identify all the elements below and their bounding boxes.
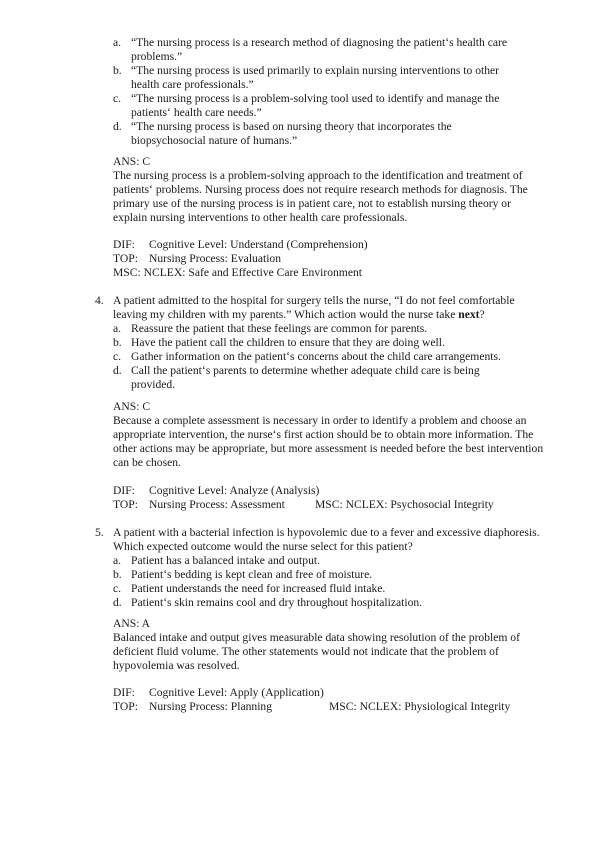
dif-label: DIF: bbox=[113, 484, 135, 497]
question-number: 5. bbox=[95, 526, 104, 539]
answer-key: ANS: A bbox=[113, 617, 151, 630]
option-letter: c. bbox=[113, 582, 122, 595]
option-letter: b. bbox=[113, 568, 122, 581]
dif-value: Cognitive Level: Understand (Comprehension) bbox=[149, 238, 368, 251]
top-label: TOP: bbox=[113, 252, 138, 265]
question-number: 4. bbox=[95, 294, 104, 307]
option-letter: c. bbox=[113, 92, 122, 105]
option-letter: a. bbox=[113, 36, 122, 49]
question-stem-line: A patient admitted to the hospital for surgery tells the nurse, “I do not feel comfortable bbox=[113, 294, 515, 307]
option-text-line: patients‘ health care needs.” bbox=[131, 106, 262, 119]
option-text-line: health care professionals.” bbox=[131, 78, 254, 91]
option-letter: c. bbox=[113, 350, 122, 363]
rationale-line: other actions may be appropriate, but more assessment is needed before the best intervention bbox=[113, 442, 544, 455]
top-value: Nursing Process: Assessment bbox=[149, 498, 285, 511]
option-text-line: Have the patient call the children to ensure that they are doing well. bbox=[131, 336, 445, 349]
option-text-line: Patient‘s bedding is kept clean and free of moisture. bbox=[131, 568, 373, 581]
option-text-line: “The nursing process is based on nursing theory that incorporates the bbox=[131, 120, 452, 133]
msc-value: MSC: NCLEX: Psychosocial Integrity bbox=[315, 498, 494, 511]
rationale-line: Balanced intake and output gives measurable data showing resolution of the problem of bbox=[113, 631, 520, 644]
option-text-line: biopsychosocial nature of humans.” bbox=[131, 134, 298, 147]
question-stem-line bbox=[113, 308, 485, 322]
option-letter: d. bbox=[113, 120, 122, 133]
stem-text: ? bbox=[479, 308, 485, 321]
top-label: TOP: bbox=[113, 498, 138, 511]
option-text-line: provided. bbox=[131, 378, 176, 391]
option-letter: d. bbox=[113, 596, 122, 609]
rationale-line: hypovolemia was resolved. bbox=[113, 659, 240, 672]
dif-value: Cognitive Level: Apply (Application) bbox=[149, 686, 324, 699]
option-letter: b. bbox=[113, 64, 122, 77]
msc-value: MSC: NCLEX: Physiological Integrity bbox=[329, 700, 511, 713]
top-label: TOP: bbox=[113, 700, 138, 713]
option-text-line: Call the patient‘s parents to determine whether adequate child care is being bbox=[131, 364, 480, 377]
dif-value: Cognitive Level: Analyze (Analysis) bbox=[149, 484, 320, 497]
option-text-line: Patient understands the need for increased fluid intake. bbox=[131, 582, 386, 595]
option-letter: a. bbox=[113, 554, 122, 567]
option-text-line: Gather information on the patient‘s concerns about the child care arrangements. bbox=[131, 350, 501, 363]
rationale-line: deficient fluid volume. The other statements would not indicate that the problem of bbox=[113, 645, 499, 658]
option-text-line: Patient has a balanced intake and output. bbox=[131, 554, 320, 567]
answer-key: ANS: C bbox=[113, 155, 151, 168]
question-stem-line: Which expected outcome would the nurse select for this patient? bbox=[113, 540, 413, 553]
option-letter: d. bbox=[113, 364, 122, 377]
answer-key: ANS: C bbox=[113, 400, 151, 413]
option-letter: b. bbox=[113, 336, 122, 349]
dif-label: DIF: bbox=[113, 686, 135, 699]
rationale-line: can be chosen. bbox=[113, 456, 181, 469]
rationale-line: primary use of the nursing process is in patient care, not to establish nursing theory or bbox=[113, 197, 511, 210]
option-text-line: “The nursing process is a research method of diagnosing the patient‘s health care bbox=[131, 36, 508, 49]
msc-value: MSC: NCLEX: Safe and Effective Care Environment bbox=[113, 266, 362, 279]
dif-label: DIF: bbox=[113, 238, 135, 251]
rationale-line: appropriate intervention, the nurse‘s first action should be to obtain more information. The bbox=[113, 428, 534, 441]
stem-emphasis: next bbox=[458, 308, 480, 321]
option-text-line: Reassure the patient that these feelings are common for parents. bbox=[131, 322, 428, 335]
stem-text: leaving my children with my parents.” Which action would the nurse take bbox=[113, 308, 459, 321]
option-text-line: “The nursing process is a problem-solving tool used to identify and manage the bbox=[131, 92, 500, 105]
top-value: Nursing Process: Planning bbox=[149, 700, 273, 713]
rationale-line: explain nursing interventions to other health care professionals. bbox=[113, 211, 408, 224]
option-text-line: Patient‘s skin remains cool and dry throughout hospitalization. bbox=[131, 596, 423, 609]
question-stem-line: A patient with a bacterial infection is hypovolemic due to a fever and excessive diaphoresis. bbox=[113, 526, 540, 539]
option-letter: a. bbox=[113, 322, 122, 335]
rationale-line: patients‘ problems. Nursing process does not require research methods for diagnosis. The bbox=[113, 183, 528, 196]
rationale-line: The nursing process is a problem-solving approach to the identification and treatment of bbox=[113, 169, 523, 182]
rationale-line: Because a complete assessment is necessary in order to identify a problem and choose an bbox=[113, 414, 527, 427]
option-text-line: “The nursing process is used primarily to explain nursing interventions to other bbox=[131, 64, 500, 77]
option-text-line: problems.” bbox=[131, 50, 183, 63]
top-value: Nursing Process: Evaluation bbox=[149, 252, 282, 265]
